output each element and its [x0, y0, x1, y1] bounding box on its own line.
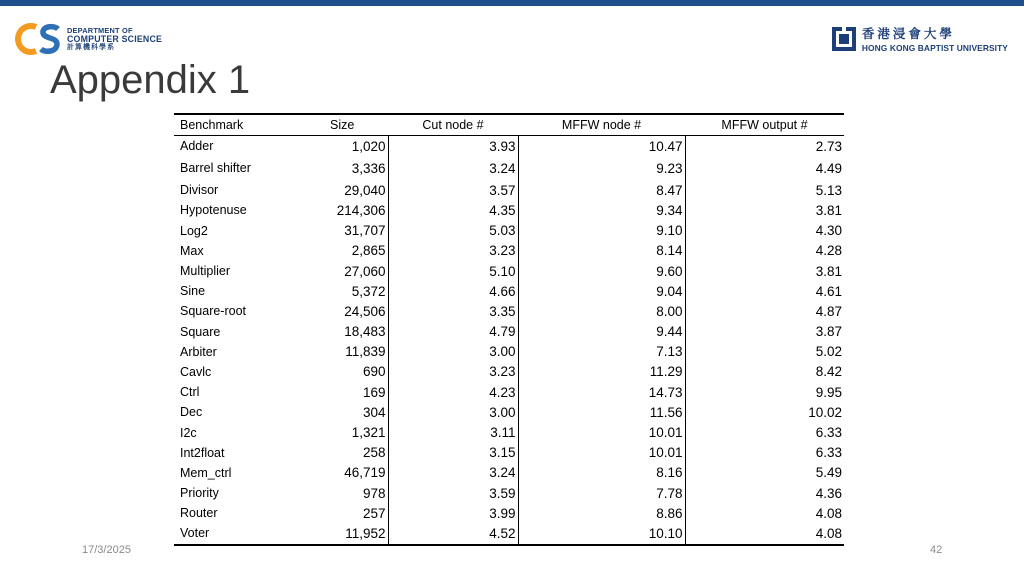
size-cell: 3,336 — [284, 156, 388, 180]
table-row — [174, 342, 844, 362]
table-row — [174, 362, 844, 382]
benchmark-table — [174, 113, 844, 546]
node-cell: 9.23 — [518, 156, 685, 180]
size-cell: 18,483 — [284, 322, 388, 342]
out-cell: 6.33 — [815, 425, 842, 441]
out-cell: 2.73 — [815, 138, 842, 154]
table-row — [174, 180, 844, 200]
slide-title: Appendix 1 — [50, 58, 251, 102]
cut-cell: 3.99 — [388, 503, 518, 523]
out-cell: 4.87 — [815, 303, 842, 319]
size-cell: 257 — [284, 503, 388, 523]
benchmark-name-cell: Dec — [180, 405, 203, 420]
table-row — [174, 200, 844, 220]
out-cell: 4.49 — [815, 160, 842, 176]
node-cell: 10.47 — [518, 136, 685, 157]
out-cell: 8.42 — [815, 364, 842, 380]
size-cell: 1,321 — [284, 422, 388, 442]
size-cell: 29,040 — [284, 180, 388, 200]
out-cell: 3.81 — [815, 202, 842, 218]
table-row — [174, 503, 844, 523]
table-row — [174, 422, 844, 442]
table-row — [174, 281, 844, 301]
out-cell: 4.08 — [685, 523, 844, 544]
node-cell: 9.04 — [518, 281, 685, 301]
benchmark-name-cell: Hypotenuse — [180, 203, 247, 218]
cs-logo-icon — [14, 22, 62, 56]
node-cell: 8.00 — [518, 301, 685, 321]
size-cell: 214,306 — [284, 200, 388, 220]
benchmark-name-cell: Sine — [180, 284, 206, 299]
out-cell: 4.61 — [815, 283, 842, 299]
node-cell: 11.29 — [518, 362, 685, 382]
cut-cell: 3.24 — [388, 463, 518, 483]
cut-cell: 4.52 — [388, 523, 518, 544]
table-row — [174, 322, 844, 342]
size-cell: 690 — [284, 362, 388, 382]
department-logo — [14, 22, 162, 56]
benchmark-name-cell: Cavlc — [180, 364, 212, 379]
out-cell: 3.81 — [815, 263, 842, 279]
cut-cell: 3.15 — [388, 443, 518, 463]
node-cell: 8.47 — [518, 180, 685, 200]
top-accent-bar — [0, 0, 1024, 6]
table-header-row — [174, 114, 844, 136]
table-row — [174, 402, 844, 422]
cut-cell: 3.23 — [388, 241, 518, 261]
university-logo — [831, 24, 1008, 53]
table-row — [174, 463, 844, 483]
university-chinese-name: 香港浸會大學 — [861, 26, 955, 41]
size-cell: 258 — [284, 443, 388, 463]
node-cell: 10.01 — [518, 443, 685, 463]
size-cell: 978 — [284, 483, 388, 503]
column-header-benchmark: Benchmark — [174, 114, 284, 136]
cut-cell: 3.00 — [388, 342, 518, 362]
size-cell: 169 — [284, 382, 388, 402]
size-cell: 27,060 — [284, 261, 388, 281]
university-english-name: HONG KONG BAPTIST UNIVERSITY — [861, 43, 1008, 53]
cut-cell: 4.23 — [388, 382, 518, 402]
table-row — [174, 483, 844, 503]
table-row — [174, 261, 844, 281]
benchmark-name-cell: Multiplier — [180, 264, 231, 279]
size-cell: 5,372 — [284, 281, 388, 301]
table-row — [174, 443, 844, 463]
dept-line2: COMPUTER SCIENCE — [67, 33, 163, 44]
size-cell: 46,719 — [284, 463, 388, 483]
benchmark-name-cell: Max — [180, 243, 204, 258]
out-cell: 10.02 — [808, 404, 842, 420]
page-number: 42 — [930, 544, 943, 556]
cut-cell: 5.03 — [388, 221, 518, 241]
dept-line1: DEPARTMENT OF — [67, 25, 133, 35]
benchmark-name-cell: Square-root — [180, 304, 247, 319]
out-cell: 4.28 — [815, 243, 842, 259]
out-cell: 4.36 — [815, 485, 842, 501]
cut-cell: 3.23 — [388, 362, 518, 382]
node-cell: 11.56 — [518, 402, 685, 422]
dept-chinese-name: 計算機科學系 — [67, 43, 115, 51]
table-row — [174, 156, 844, 180]
cut-cell: 4.79 — [388, 322, 518, 342]
out-cell: 4.30 — [815, 223, 842, 239]
cut-cell: 3.57 — [388, 180, 518, 200]
column-header-mffw-output: MFFW output # — [685, 114, 844, 136]
table-row — [174, 221, 844, 241]
footer-date: 17/3/2025 — [82, 544, 131, 556]
hkbu-crest-icon — [831, 25, 857, 53]
node-cell: 14.73 — [518, 382, 685, 402]
cut-cell: 4.35 — [388, 200, 518, 220]
size-cell: 11,839 — [284, 342, 388, 362]
cut-cell: 3.00 — [388, 402, 518, 422]
benchmark-name-cell: Voter — [174, 523, 284, 544]
benchmark-name-cell: Divisor — [180, 183, 219, 198]
benchmark-name-cell: Log2 — [180, 223, 208, 238]
table-row — [174, 382, 844, 402]
benchmark-name-cell: Adder — [180, 139, 214, 154]
benchmark-name-cell: Priority — [180, 486, 219, 501]
node-cell: 8.16 — [518, 463, 685, 483]
benchmark-name-cell: Router — [180, 506, 218, 521]
benchmark-name-cell: Mem_ctrl — [180, 465, 232, 480]
benchmark-name-cell: Barrel shifter — [180, 161, 251, 176]
size-cell: 2,865 — [284, 241, 388, 261]
column-header-mffw-node: MFFW node # — [518, 114, 685, 136]
cut-cell: 3.35 — [388, 301, 518, 321]
cut-cell: 3.93 — [388, 136, 518, 157]
benchmark-name-cell: Arbiter — [180, 344, 217, 359]
table-row — [174, 136, 844, 157]
node-cell: 8.14 — [518, 241, 685, 261]
out-cell: 6.33 — [815, 445, 842, 461]
cut-cell: 5.10 — [388, 261, 518, 281]
table-row — [174, 241, 844, 261]
size-cell: 31,707 — [284, 221, 388, 241]
benchmark-name-cell: Ctrl — [180, 385, 200, 400]
cut-cell: 3.11 — [388, 422, 518, 442]
out-cell: 5.49 — [815, 465, 842, 481]
column-header-cut-node: Cut node # — [388, 114, 518, 136]
out-cell: 4.08 — [815, 505, 842, 521]
out-cell: 3.87 — [815, 324, 842, 340]
table-row — [174, 523, 844, 544]
table-row — [174, 301, 844, 321]
node-cell: 7.13 — [518, 342, 685, 362]
size-cell: 304 — [284, 402, 388, 422]
node-cell: 7.78 — [518, 483, 685, 503]
out-cell: 5.02 — [815, 344, 842, 360]
column-header-size: Size — [284, 114, 388, 136]
node-cell: 9.10 — [518, 221, 685, 241]
node-cell: 9.34 — [518, 200, 685, 220]
benchmark-name-cell: Square — [180, 324, 221, 339]
out-cell: 9.95 — [815, 384, 842, 400]
node-cell: 10.01 — [518, 422, 685, 442]
node-cell: 8.86 — [518, 503, 685, 523]
cut-cell: 3.59 — [388, 483, 518, 503]
cut-cell: 3.24 — [388, 156, 518, 180]
size-cell: 1,020 — [284, 136, 388, 157]
benchmark-name-cell: Int2float — [180, 445, 225, 460]
node-cell: 10.10 — [518, 523, 685, 544]
out-cell: 5.13 — [815, 182, 842, 198]
cut-cell: 4.66 — [388, 281, 518, 301]
node-cell: 9.60 — [518, 261, 685, 281]
benchmark-name-cell: I2c — [180, 425, 197, 440]
size-cell: 24,506 — [284, 301, 388, 321]
node-cell: 9.44 — [518, 322, 685, 342]
size-cell: 11,952 — [284, 523, 388, 544]
